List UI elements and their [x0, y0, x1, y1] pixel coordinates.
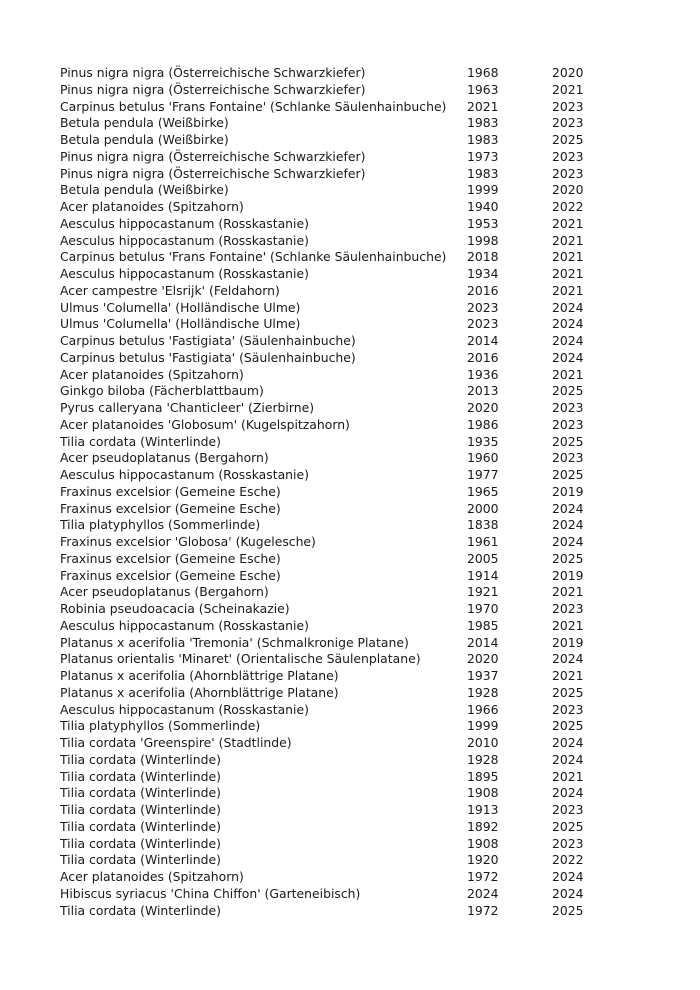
year-planted-cell: 1985 — [467, 617, 499, 633]
table-row — [60, 852, 620, 869]
species-cell: Ginkgo biloba (Fächerblattbaum) — [60, 383, 264, 399]
year-recorded-cell: 2019 — [552, 483, 584, 499]
year-recorded-cell: 2021 — [552, 232, 584, 248]
species-cell: Tilia platyphyllos (Sommerlinde) — [60, 718, 261, 734]
year-planted-cell: 1999 — [467, 182, 499, 198]
table-row — [60, 685, 620, 702]
year-recorded-cell: 2021 — [552, 266, 584, 281]
table-row — [60, 249, 620, 266]
species-cell: Aesculus hippocastanum (Rosskastanie) — [60, 215, 309, 231]
table-row — [60, 618, 620, 635]
table-row — [60, 769, 620, 786]
year-recorded-cell: 2022 — [552, 852, 584, 868]
species-cell: Pinus nigra nigra (Österreichische Schwarzkiefer) — [60, 81, 366, 97]
table-row — [60, 886, 620, 903]
year-planted-cell: 1928 — [467, 684, 499, 700]
year-recorded-cell: 2024 — [552, 651, 584, 667]
species-cell: Pinus nigra nigra (Österreichische Schwarzkiefer) — [60, 65, 366, 80]
year-planted-cell: 2013 — [467, 383, 499, 399]
year-recorded-cell: 2023 — [552, 115, 584, 131]
year-recorded-cell: 2021 — [552, 215, 584, 231]
species-cell: Ulmus 'Columella' (Holländische Ulme) — [60, 299, 301, 315]
table-row — [60, 300, 620, 317]
table-row — [60, 702, 620, 719]
species-cell: Carpinus betulus 'Fastigiata' (Säulenhainbuche) — [60, 349, 356, 365]
year-planted-cell: 2010 — [467, 735, 499, 750]
table-row — [60, 752, 620, 769]
species-cell: Platanus x acerifolia (Ahornblättrige Platane) — [60, 668, 339, 683]
species-cell: Fraxinus excelsior (Gemeine Esche) — [60, 550, 281, 566]
year-planted-cell: 2000 — [467, 500, 499, 516]
year-planted-cell: 1970 — [467, 601, 499, 616]
year-recorded-cell: 2024 — [552, 316, 584, 332]
species-cell: Acer platanoides (Spitzahorn) — [60, 199, 244, 214]
table-row — [60, 551, 620, 568]
species-cell: Platanus x acerifolia 'Tremonia' (Schmalkronige Platane) — [60, 634, 409, 650]
year-planted-cell: 2014 — [467, 333, 499, 348]
year-planted-cell: 1983 — [467, 115, 499, 131]
year-recorded-cell: 2019 — [552, 567, 584, 583]
year-planted-cell: 2018 — [467, 249, 499, 265]
year-planted-cell: 2005 — [467, 550, 499, 566]
year-recorded-cell: 2020 — [552, 182, 584, 198]
year-recorded-cell: 2021 — [552, 584, 584, 600]
year-recorded-cell: 2025 — [552, 684, 584, 700]
species-cell: Acer platanoides (Spitzahorn) — [60, 366, 244, 382]
year-recorded-cell: 2025 — [552, 902, 584, 918]
year-recorded-cell: 2023 — [552, 450, 584, 466]
year-recorded-cell: 2024 — [552, 517, 584, 533]
table-row — [60, 316, 620, 333]
year-recorded-cell: 2021 — [552, 668, 584, 683]
species-cell: Acer pseudoplatanus (Bergahorn) — [60, 584, 269, 600]
table-row — [60, 115, 620, 132]
year-planted-cell: 1953 — [467, 215, 499, 231]
table-row — [60, 132, 620, 149]
year-planted-cell: 1934 — [467, 266, 499, 281]
year-recorded-cell: 2023 — [552, 148, 584, 164]
species-cell: Betula pendula (Weißbirke) — [60, 132, 229, 147]
year-planted-cell: 1892 — [467, 818, 499, 834]
species-cell: Fraxinus excelsior (Gemeine Esche) — [60, 500, 281, 516]
year-recorded-cell: 2021 — [552, 249, 584, 265]
table-row — [60, 534, 620, 551]
species-cell: Tilia cordata 'Greenspire' (Stadtlinde) — [60, 735, 292, 750]
species-cell: Pinus nigra nigra (Österreichische Schwarzkiefer) — [60, 148, 366, 164]
table-row — [60, 601, 620, 618]
year-planted-cell: 1921 — [467, 584, 499, 600]
year-planted-cell: 1937 — [467, 668, 499, 683]
table-row — [60, 484, 620, 501]
species-cell: Acer platanoides 'Globosum' (Kugelspitzahorn) — [60, 416, 350, 432]
year-planted-cell: 2020 — [467, 400, 499, 415]
year-recorded-cell: 2024 — [552, 534, 584, 549]
year-recorded-cell: 2025 — [552, 467, 584, 482]
table-row — [60, 802, 620, 819]
year-recorded-cell: 2025 — [552, 818, 584, 834]
species-cell: Aesculus hippocastanum (Rosskastanie) — [60, 617, 309, 633]
table-row — [60, 467, 620, 484]
table-row — [60, 400, 620, 417]
table-row — [60, 501, 620, 518]
year-planted-cell: 1920 — [467, 852, 499, 868]
year-recorded-cell: 2021 — [552, 81, 584, 97]
table-row — [60, 149, 620, 166]
species-cell: Fraxinus excelsior (Gemeine Esche) — [60, 567, 281, 583]
year-recorded-cell: 2023 — [552, 416, 584, 432]
table-row — [60, 869, 620, 886]
year-recorded-cell: 2023 — [552, 165, 584, 181]
species-cell: Aesculus hippocastanum (Rosskastanie) — [60, 701, 309, 717]
year-planted-cell: 2020 — [467, 651, 499, 667]
species-cell: Carpinus betulus 'Frans Fontaine' (Schlanke Säulenhainbuche) — [60, 249, 447, 265]
species-cell: Aesculus hippocastanum (Rosskastanie) — [60, 232, 309, 248]
table-row — [60, 651, 620, 668]
table-row — [60, 735, 620, 752]
year-planted-cell: 1963 — [467, 81, 499, 97]
species-cell: Tilia cordata (Winterlinde) — [60, 802, 221, 817]
species-cell: Hibiscus syriacus 'China Chiffon' (Garteneibisch) — [60, 885, 361, 901]
year-planted-cell: 1914 — [467, 567, 499, 583]
year-recorded-cell: 2024 — [552, 869, 584, 884]
table-row — [60, 434, 620, 451]
table-row — [60, 635, 620, 652]
species-cell: Platanus x acerifolia (Ahornblättrige Platane) — [60, 684, 339, 700]
year-planted-cell: 1983 — [467, 165, 499, 181]
species-cell: Tilia cordata (Winterlinde) — [60, 433, 221, 449]
year-recorded-cell: 2023 — [552, 701, 584, 717]
year-recorded-cell: 2024 — [552, 500, 584, 516]
species-cell: Pinus nigra nigra (Österreichische Schwarzkiefer) — [60, 165, 366, 181]
table-row — [60, 417, 620, 434]
species-cell: Carpinus betulus 'Fastigiata' (Säulenhainbuche) — [60, 333, 356, 348]
species-cell: Tilia cordata (Winterlinde) — [60, 902, 221, 918]
species-cell: Fraxinus excelsior 'Globosa' (Kugelesche) — [60, 534, 316, 549]
table-row — [60, 166, 620, 183]
year-planted-cell: 2023 — [467, 316, 499, 332]
year-recorded-cell: 2023 — [552, 835, 584, 851]
table-row — [60, 266, 620, 283]
tree-table — [60, 65, 620, 919]
species-cell: Aesculus hippocastanum (Rosskastanie) — [60, 266, 309, 281]
year-recorded-cell: 2021 — [552, 768, 584, 784]
year-recorded-cell: 2024 — [552, 735, 584, 750]
table-row — [60, 819, 620, 836]
year-planted-cell: 1965 — [467, 483, 499, 499]
year-recorded-cell: 2024 — [552, 751, 584, 767]
year-recorded-cell: 2022 — [552, 199, 584, 214]
table-row — [60, 903, 620, 920]
species-cell: Acer platanoides (Spitzahorn) — [60, 869, 244, 884]
year-planted-cell: 1928 — [467, 751, 499, 767]
species-cell: Tilia cordata (Winterlinde) — [60, 852, 221, 868]
table-row — [60, 836, 620, 853]
year-planted-cell: 2021 — [467, 98, 499, 114]
year-recorded-cell: 2024 — [552, 333, 584, 348]
species-cell: Tilia cordata (Winterlinde) — [60, 818, 221, 834]
year-planted-cell: 1968 — [467, 65, 499, 80]
species-cell: Platanus orientalis 'Minaret' (Orientalische Säulenplatane) — [60, 651, 421, 667]
species-cell: Tilia cordata (Winterlinde) — [60, 785, 221, 801]
year-recorded-cell: 2023 — [552, 601, 584, 616]
species-cell: Acer campestre 'Elsrijk' (Feldahorn) — [60, 282, 280, 298]
year-recorded-cell: 2025 — [552, 433, 584, 449]
year-planted-cell: 1972 — [467, 869, 499, 884]
year-planted-cell: 1966 — [467, 701, 499, 717]
year-planted-cell: 1983 — [467, 132, 499, 147]
year-recorded-cell: 2021 — [552, 366, 584, 382]
year-planted-cell: 2023 — [467, 299, 499, 315]
table-row — [60, 367, 620, 384]
table-row — [60, 283, 620, 300]
year-planted-cell: 1973 — [467, 148, 499, 164]
year-recorded-cell: 2023 — [552, 802, 584, 817]
table-row — [60, 584, 620, 601]
table-row — [60, 333, 620, 350]
year-planted-cell: 1961 — [467, 534, 499, 549]
year-planted-cell: 1935 — [467, 433, 499, 449]
table-row — [60, 99, 620, 116]
year-planted-cell: 2014 — [467, 634, 499, 650]
table-row — [60, 785, 620, 802]
year-planted-cell: 1960 — [467, 450, 499, 466]
year-planted-cell: 1972 — [467, 902, 499, 918]
year-planted-cell: 1908 — [467, 785, 499, 801]
species-cell: Acer pseudoplatanus (Bergahorn) — [60, 450, 269, 466]
year-recorded-cell: 2023 — [552, 400, 584, 415]
table-row — [60, 383, 620, 400]
year-recorded-cell: 2019 — [552, 634, 584, 650]
year-planted-cell: 2024 — [467, 885, 499, 901]
species-cell: Tilia cordata (Winterlinde) — [60, 751, 221, 767]
year-recorded-cell: 2023 — [552, 98, 584, 114]
table-row — [60, 65, 620, 82]
year-recorded-cell: 2025 — [552, 550, 584, 566]
table-row — [60, 517, 620, 534]
year-planted-cell: 1940 — [467, 199, 499, 214]
species-cell: Pyrus calleryana 'Chanticleer' (Zierbirne) — [60, 400, 315, 415]
year-recorded-cell: 2025 — [552, 383, 584, 399]
table-row — [60, 233, 620, 250]
year-planted-cell: 1908 — [467, 835, 499, 851]
species-cell: Fraxinus excelsior (Gemeine Esche) — [60, 483, 281, 499]
species-cell: Tilia cordata (Winterlinde) — [60, 835, 221, 851]
table-row — [60, 216, 620, 233]
table-row — [60, 668, 620, 685]
table-row — [60, 82, 620, 99]
year-planted-cell: 1838 — [467, 517, 499, 533]
year-recorded-cell: 2025 — [552, 718, 584, 734]
species-cell: Tilia cordata (Winterlinde) — [60, 768, 221, 784]
year-recorded-cell: 2024 — [552, 299, 584, 315]
year-recorded-cell: 2024 — [552, 885, 584, 901]
year-planted-cell: 1977 — [467, 467, 499, 482]
year-planted-cell: 1895 — [467, 768, 499, 784]
species-cell: Betula pendula (Weißbirke) — [60, 115, 229, 131]
year-recorded-cell: 2025 — [552, 132, 584, 147]
table-row — [60, 199, 620, 216]
year-recorded-cell: 2021 — [552, 617, 584, 633]
table-row — [60, 450, 620, 467]
species-cell: Aesculus hippocastanum (Rosskastanie) — [60, 467, 309, 482]
year-recorded-cell: 2020 — [552, 65, 584, 80]
species-cell: Betula pendula (Weißbirke) — [60, 182, 229, 198]
table-row — [60, 718, 620, 735]
species-cell: Tilia platyphyllos (Sommerlinde) — [60, 517, 261, 533]
year-planted-cell: 1999 — [467, 718, 499, 734]
year-planted-cell: 1986 — [467, 416, 499, 432]
year-recorded-cell: 2024 — [552, 349, 584, 365]
year-planted-cell: 1998 — [467, 232, 499, 248]
year-recorded-cell: 2021 — [552, 282, 584, 298]
species-cell: Robinia pseudoacacia (Scheinakazie) — [60, 601, 290, 616]
year-planted-cell: 2016 — [467, 282, 499, 298]
year-planted-cell: 1913 — [467, 802, 499, 817]
table-row — [60, 568, 620, 585]
species-cell: Carpinus betulus 'Frans Fontaine' (Schlanke Säulenhainbuche) — [60, 98, 447, 114]
year-planted-cell: 2016 — [467, 349, 499, 365]
year-planted-cell: 1936 — [467, 366, 499, 382]
species-cell: Ulmus 'Columella' (Holländische Ulme) — [60, 316, 301, 332]
year-recorded-cell: 2024 — [552, 785, 584, 801]
table-row — [60, 350, 620, 367]
table-row — [60, 182, 620, 199]
